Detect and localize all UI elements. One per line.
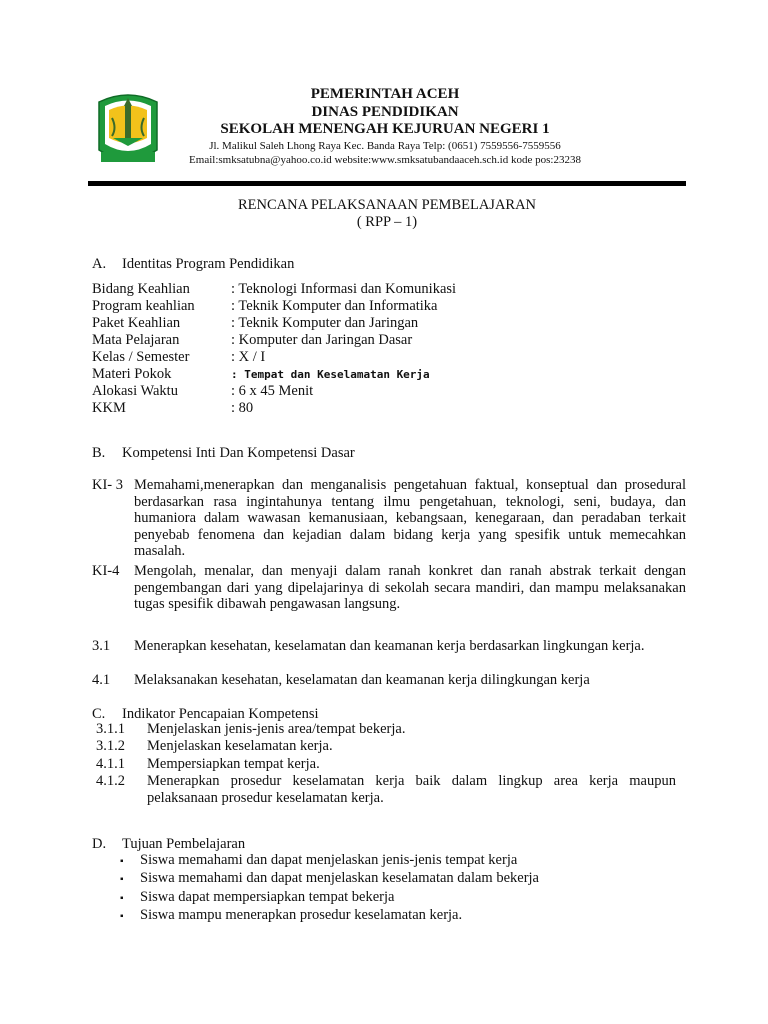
identity-row: Paket Keahlian : Teknik Komputer dan Jaringan xyxy=(92,315,419,331)
identity-row: KKM : 80 xyxy=(92,400,254,416)
document-title-main: RENCANA PELAKSANAAN PEMBELAJARAN xyxy=(237,197,537,213)
identity-row: Program keahlian : Teknik Komputer dan Informatika xyxy=(92,298,438,314)
indicator-list xyxy=(96,721,676,807)
letterhead-government: PEMERINTAH ACEH xyxy=(310,86,460,102)
identity-row: Mata Pelajaran : Komputer dan Jaringan Dasar xyxy=(92,332,413,348)
basic-competency-3-1: 3.1 Menerapkan kesehatan, keselamatan dan keamanan kerja berdasarkan lingkungan kerja. xyxy=(92,638,645,654)
document-title xyxy=(88,197,686,231)
basic-competency-4-1: 4.1 Melaksanakan kesehatan, keselamatan dan keamanan kerja dilingkungan kerja xyxy=(92,672,590,688)
list-item: ▪ Siswa mampu menerapkan prosedur keselamatan kerja. xyxy=(120,907,539,925)
bullet-icon: ▪ xyxy=(120,874,124,886)
indicator-item: 4.1.1 Mempersiapkan tempat kerja. xyxy=(96,755,320,772)
identity-table xyxy=(92,281,456,417)
section-a-heading: A. Identitas Program Pendidikan xyxy=(92,256,295,272)
bullet-icon: ▪ xyxy=(120,892,124,904)
letterhead-address: Jl. Malikul Saleh Lhong Raya Kec. Banda Raya Telp: (0651) 7559556-7559556 xyxy=(209,139,561,152)
indicator-item: 3.1.2 Menjelaskan keselamatan kerja. xyxy=(96,738,333,755)
bullet-icon: ▪ xyxy=(120,856,124,867)
list-item: ▪ Siswa memahami dan dapat menjelaskan keselamatan dalam bekerja xyxy=(120,870,539,888)
letterhead-contact: Email:smksatubna@yahoo.co.id website:www.smksatubandaaceh.sch.id kode pos:23238 xyxy=(189,153,581,166)
indicator-item: 3.1.1 Menjelaskan jenis-jenis area/tempat bekerja. xyxy=(96,721,406,737)
letterhead-school: SEKOLAH MENENGAH KEJURUAN NEGERI 1 xyxy=(220,121,550,137)
bullet-icon: ▪ xyxy=(120,910,124,922)
letterhead-agency: DINAS PENDIDIKAN xyxy=(311,103,459,120)
core-competency-ki4: KI-4 Mengolah, menalar, dan menyaji dalam ranah konkret dan ranah abstrak terkait dengan pengembangan dari yang dipelajarinya di sekolah secara mandiri, dan mampu melaksanakan tugas spesifik dibawah pengawasan langsung. xyxy=(92,563,686,613)
identity-row: Bidang Keahlian : Teknologi Informasi dan Komunikasi xyxy=(92,281,457,297)
indicator-item: 4.1.2 Menerapkan prosedur keselamatan kerja baik dalam lingkup area kerja maupun pelaksanaan prosedur keselamatan kerja. xyxy=(96,772,676,807)
section-b-heading: B. Kompetensi Inti Dan Kompetensi Dasar xyxy=(92,445,355,461)
list-item: ▪ Siswa memahami dan dapat menjelaskan jenis-jenis tempat kerja xyxy=(120,852,539,870)
identity-row: Kelas / Semester : X / I xyxy=(92,349,266,365)
section-c-heading: C. Indikator Pencapaian Kompetensi xyxy=(92,706,319,722)
section-d-heading: D. Tujuan Pembelajaran xyxy=(92,836,246,852)
objective-list xyxy=(120,852,539,925)
core-competency-ki3: KI- 3 Memahami,menerapkan dan menganalisis pengetahuan faktual, konseptual dan prosedural berdasarkan rasa ingintahunya tentang ilmu pengetahuan, teknologi, seni, budaya, dan humaniora dalam wawasan kemanusiaan, kebangsaan, kenegaraan, dan peradaban terkait penyebab fenomena dan kejadian dalam bidang kerja yang spesifik untuk memecahkan masalah. xyxy=(92,477,686,560)
letterhead xyxy=(160,86,610,167)
list-item: ▪ Siswa dapat mempersiapkan tempat bekerja xyxy=(120,889,539,907)
letterhead-divider xyxy=(88,181,686,186)
identity-row: Alokasi Waktu : 6 x 45 Menit xyxy=(92,383,314,399)
document-title-sub: ( RPP – 1) xyxy=(356,214,418,230)
identity-row: Materi Pokok : Tempat dan Keselamatan Kerja xyxy=(92,366,430,382)
